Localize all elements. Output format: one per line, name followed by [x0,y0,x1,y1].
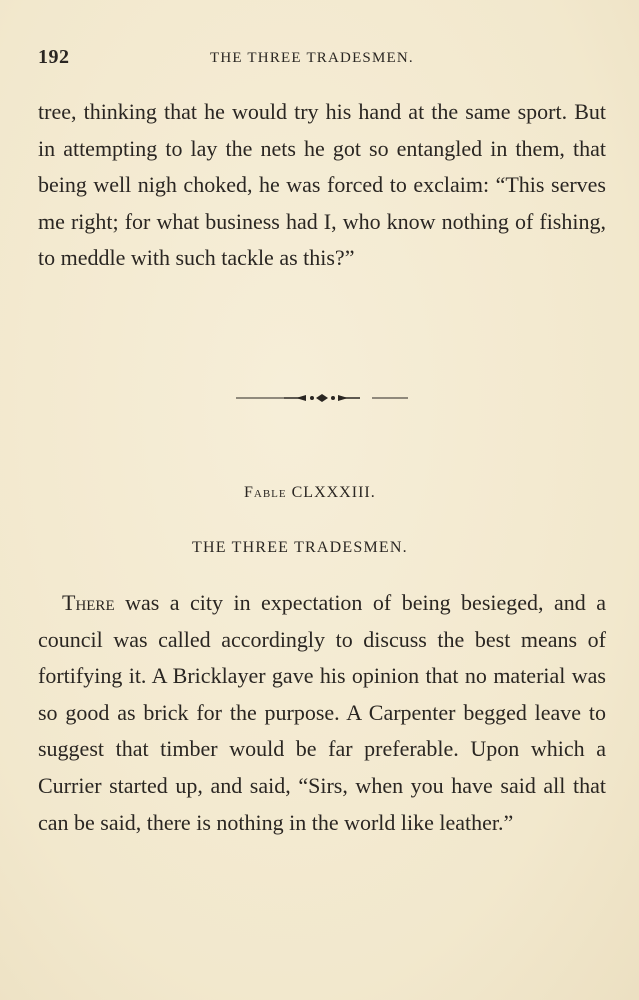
fable-opening-word: There [62,590,115,615]
fable-numeral: CLXXXIII. [291,484,376,501]
continuation-paragraph [38,94,606,277]
fable-body: was a city in expectation of being besieged, and a council was called accordingly to discuss the best means of fortifying it. A Bricklayer gave his opinion that no material was so good as brick for the purpose. A Carpenter begged leave to suggest that timber would be far preferable. Upon which a Currier started up, and said, “Sirs, when you have said all that can be said, there is nothing in the world like leather.” [38,590,606,835]
fable-body-paragraph [38,585,606,841]
page-number: 192 [38,46,70,68]
fable-title: THE THREE TRADESMEN. [192,539,408,556]
fable-label: Fable [244,484,287,501]
decorative-rule-ornament-icon [234,388,410,408]
fable-body-text [38,585,606,841]
running-head [38,46,598,72]
fable-number [244,484,376,502]
running-title: THE THREE TRADESMEN. [210,50,414,66]
continuation-paragraph-text: tree, thinking that he would try his hand at the same sport. But in attempting to lay the nets he got so entangled in them, that being well nigh choked, he was forced to exclaim: “This serves me right; for what business had I, who know nothing of fishing, to meddle with such tackle as this?” [38,99,606,271]
